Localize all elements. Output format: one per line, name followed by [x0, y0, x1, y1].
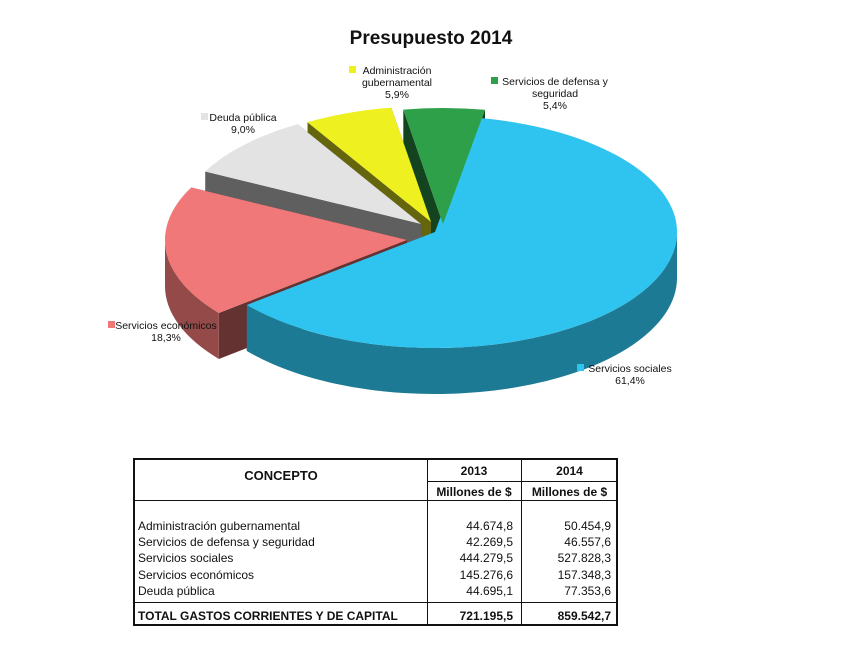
total-label: TOTAL GASTOS CORRIENTES Y DE CAPITAL [138, 609, 398, 623]
slice-name-label: Deuda pública [209, 112, 277, 124]
header-divider [427, 481, 616, 482]
legend-swatch [577, 364, 584, 371]
budget-table [133, 458, 618, 626]
row-value-2013: 42.269,5 [466, 535, 513, 549]
row-value-2014: 46.557,6 [564, 535, 611, 549]
row-concepto: Servicios económicos [138, 568, 255, 582]
row-concepto: Administración gubernamental [138, 519, 301, 533]
slice-percent-label: 18,3% [151, 332, 181, 344]
row-value-2013: 44.695,1 [466, 584, 513, 598]
slice-name-label: Servicios sociales [588, 363, 672, 375]
slice-name-label: seguridad [531, 88, 579, 100]
legend-swatch [349, 66, 356, 73]
header-year-2013: 2013 [460, 464, 488, 478]
total-divider [135, 602, 616, 603]
row-concepto: Deuda pública [138, 584, 215, 598]
slice-percent-label: 9,0% [231, 124, 255, 136]
row-value-2014: 77.353,6 [564, 584, 611, 598]
slice-name-label: gubernamental [361, 77, 433, 89]
chart-title: Presupuesto 2014 [349, 28, 513, 49]
header-unit-2014: Millones de $ [531, 485, 608, 499]
legend-swatch [201, 113, 208, 120]
slice-percent-label: 61,4% [615, 375, 645, 387]
row-concepto: Servicios sociales [138, 551, 234, 565]
slice-name-label: Servicios económicos [115, 320, 217, 332]
row-value-2013: 145.276,6 [459, 568, 513, 582]
slice-name-label: Servicios de defensa y [502, 76, 608, 88]
header-year-2014: 2014 [556, 464, 583, 478]
row-value-2014: 527.828,3 [557, 551, 611, 565]
header-bottom-line [135, 500, 616, 501]
header-unit-2013: Millones de $ [436, 485, 512, 499]
row-value-2014: 50.454,9 [564, 519, 611, 533]
total-2014: 859.542,7 [557, 609, 611, 623]
row-concepto: Servicios de defensa y seguridad [138, 535, 315, 549]
legend-swatch [108, 321, 115, 328]
legend-swatch [491, 77, 498, 84]
slice-percent-label: 5,4% [543, 100, 567, 112]
header-concepto: CONCEPTO [244, 468, 318, 483]
row-value-2013: 444.279,5 [459, 551, 513, 565]
slice-percent-label: 5,9% [385, 89, 409, 101]
row-value-2014: 157.348,3 [557, 568, 611, 582]
row-value-2013: 44.674,8 [466, 519, 513, 533]
slice-name-label: Administración [362, 65, 432, 77]
total-2013: 721.195,5 [459, 609, 513, 623]
